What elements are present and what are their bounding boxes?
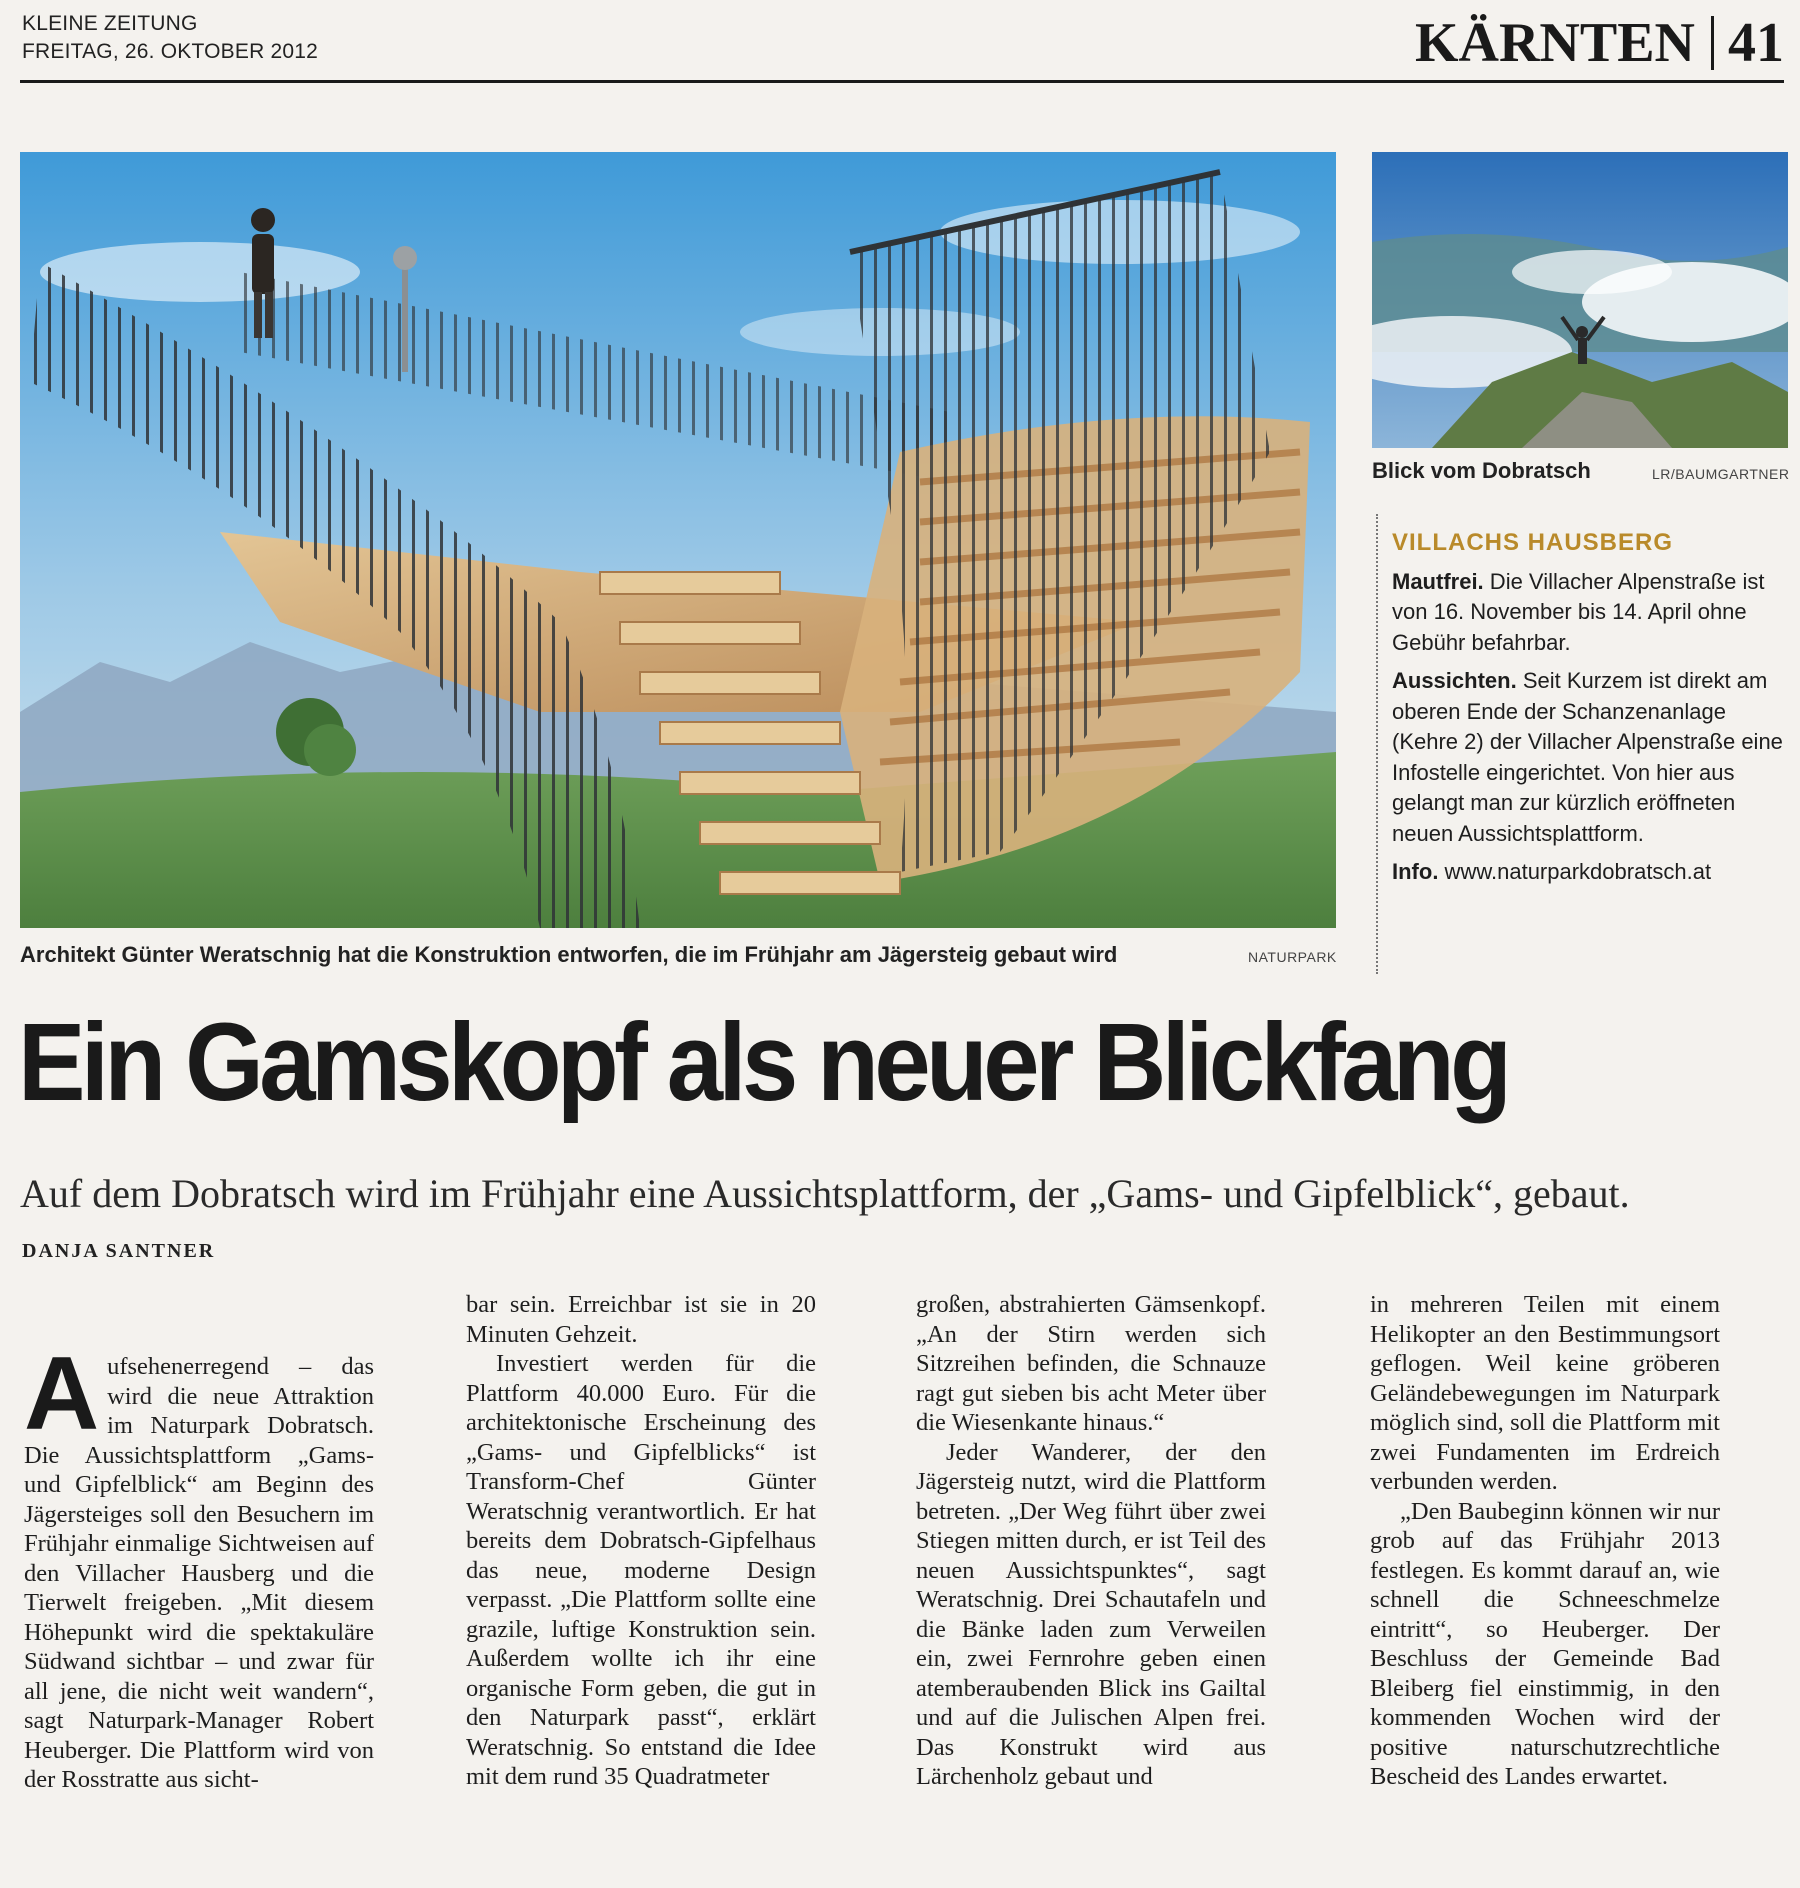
side-photo-caption: Blick vom Dobratsch [1372, 458, 1591, 483]
article-subhead: Auf dem Dobratsch wird im Frühjahr eine Aussichtsplattform, der „Gams- und Gipfelblick“, gebaut. [20, 1171, 1630, 1216]
article-column-1 [24, 1336, 374, 1795]
info-item-aussichten [1392, 666, 1792, 849]
article-column-2 [466, 1290, 816, 1792]
article-byline: DANJA SANTNER [22, 1240, 216, 1262]
article-column-4 [1370, 1290, 1720, 1792]
article-paragraph: Investiert werden für die Plattform 40.000 Euro. Für die architektonische Erscheinung des „Gams- und Gipfelblicks“ ist Transform-Chef Günter Weratschnig verantwortlich. Er hat bereits dem Dobratsch-Gipfelhaus das neue, moderne Design verpasst. „Die Plattform sollte eine grazile, luftige Konstruktion sein. Außerdem wollte ich ihr eine organische Form geben, die gut in den Naturpark passt“, erklärt Weratschnig. So entstand die Idee mit dem rund 35 Quadratmeter [466, 1350, 816, 1790]
article-paragraph [24, 1336, 374, 1795]
article-column-3 [916, 1290, 1266, 1792]
main-photo [20, 152, 1336, 928]
side-photo [1372, 152, 1788, 448]
section-name: KÄRNTEN [1414, 12, 1695, 74]
info-box-title: VILLACHS HAUSBERG [1392, 529, 1674, 556]
masthead-divider [1711, 16, 1714, 70]
article-paragraph: bar sein. Erreichbar ist sie in 20 Minuten Gehzeit. [466, 1291, 816, 1348]
article-paragraph: Jeder Wanderer, der den Jägersteig nutzt, wird die Plattform betreten. „Der Weg führt über zwei Stiegen mitten durch, er ist Teil des neuen Aussichtspunktes“, sagt Weratschnig. Drei Schautafeln und die Bänke laden zum Verweilen ein, zwei Fernrohre geben einen atemberaubenden Blick ins Gailtal und auf die Julischen Alpen frei. Das Konstrukt wird aus Lärchenholz gebaut und [916, 1438, 1266, 1790]
info-item-lead: Aussichten. [1392, 668, 1517, 693]
main-photo-credit: NATURPARK [1248, 949, 1337, 965]
info-box [1376, 514, 1792, 974]
paragraph-text: ufsehenerregend – das wird die neue Attraktion im Naturpark Dobratsch. Die Aussichtsplattform „Gams- und Gipfelblick“ am Beginn des Jägersteiges soll den Besuchern im Frühjahr einmalige Sichtweisen auf den Villacher Hausberg und die Tierwelt freigeben. „Mit diesem Höhepunkt wird die spektakuläre Südwand sichtbar – und zwar für all jene, die nicht weit wandern“, sagt Naturpark-Manager Robert Heuberger. Die Plattform wird von der Rosstratte aus sicht- [24, 1353, 374, 1793]
publication-name: KLEINE ZEITUNG [22, 12, 198, 35]
article-headline: Ein Gamskopf als neuer Blickfang [18, 1001, 1508, 1124]
masthead-right [1415, 8, 1784, 78]
side-photo-credit: LR/BAUMGARTNER [1652, 466, 1790, 482]
info-item-lead: Info. [1392, 859, 1439, 884]
issue-date: FREITAG, 26. OKTOBER 2012 [22, 40, 318, 63]
header-rule [20, 80, 1784, 83]
info-item-mautfrei [1392, 567, 1792, 659]
article-paragraph: „Den Baubeginn können wir nur grob auf das Frühjahr 2013 festlegen. Es kommt darauf an, wie schnell die Schneeschmelze eintritt“, so Heuberger. Der Beschluss der Gemeinde Bad Bleiberg fiel einstimmig, in den kommenden Wochen wird der positive naturschutzrechtliche Bescheid des Landes erwartet. [1370, 1497, 1720, 1790]
article-paragraph: großen, abstrahierten Gämsenkopf. „An der Stirn werden sich Sitzreihen befinden, die Schnauze ragt gut sieben bis acht Meter über die Wiesenkante hinaus.“ [916, 1291, 1266, 1436]
article-paragraph: in mehreren Teilen mit einem Helikopter an den Bestimmungsort geflogen. Weil keine gröberen Geländebewegungen im Naturpark möglich sind, soll die Plattform mit zwei Fundamenten im Erdreich verbunden werden. [1370, 1291, 1720, 1495]
info-item-lead: Mautfrei. [1392, 568, 1484, 594]
info-item-info [1392, 857, 1792, 888]
info-item-text: Die Villacher Alpenstraße ist von 16. November bis 14. April ohne Gebühr befahrbar. [1392, 568, 1765, 655]
drop-cap: A [24, 1336, 100, 1452]
masthead-left [22, 10, 318, 66]
info-item-url: www.naturparkdobratsch.at [1438, 859, 1712, 884]
main-photo-caption: Architekt Günter Weratschnig hat die Konstruktion entworfen, die im Frühjahr am Jägersteig gebaut wird [20, 942, 1118, 967]
page-number: 41 [1728, 12, 1784, 74]
info-item-text: Seit Kurzem ist direkt am oberen Ende der Schanzenanlage (Kehre 2) der Villacher Alpenstraße eine Infostelle eingerichtet. Von hier aus gelangt man zur kürzlich eröffneten neuen Aussichtsplattform. [1392, 668, 1783, 846]
